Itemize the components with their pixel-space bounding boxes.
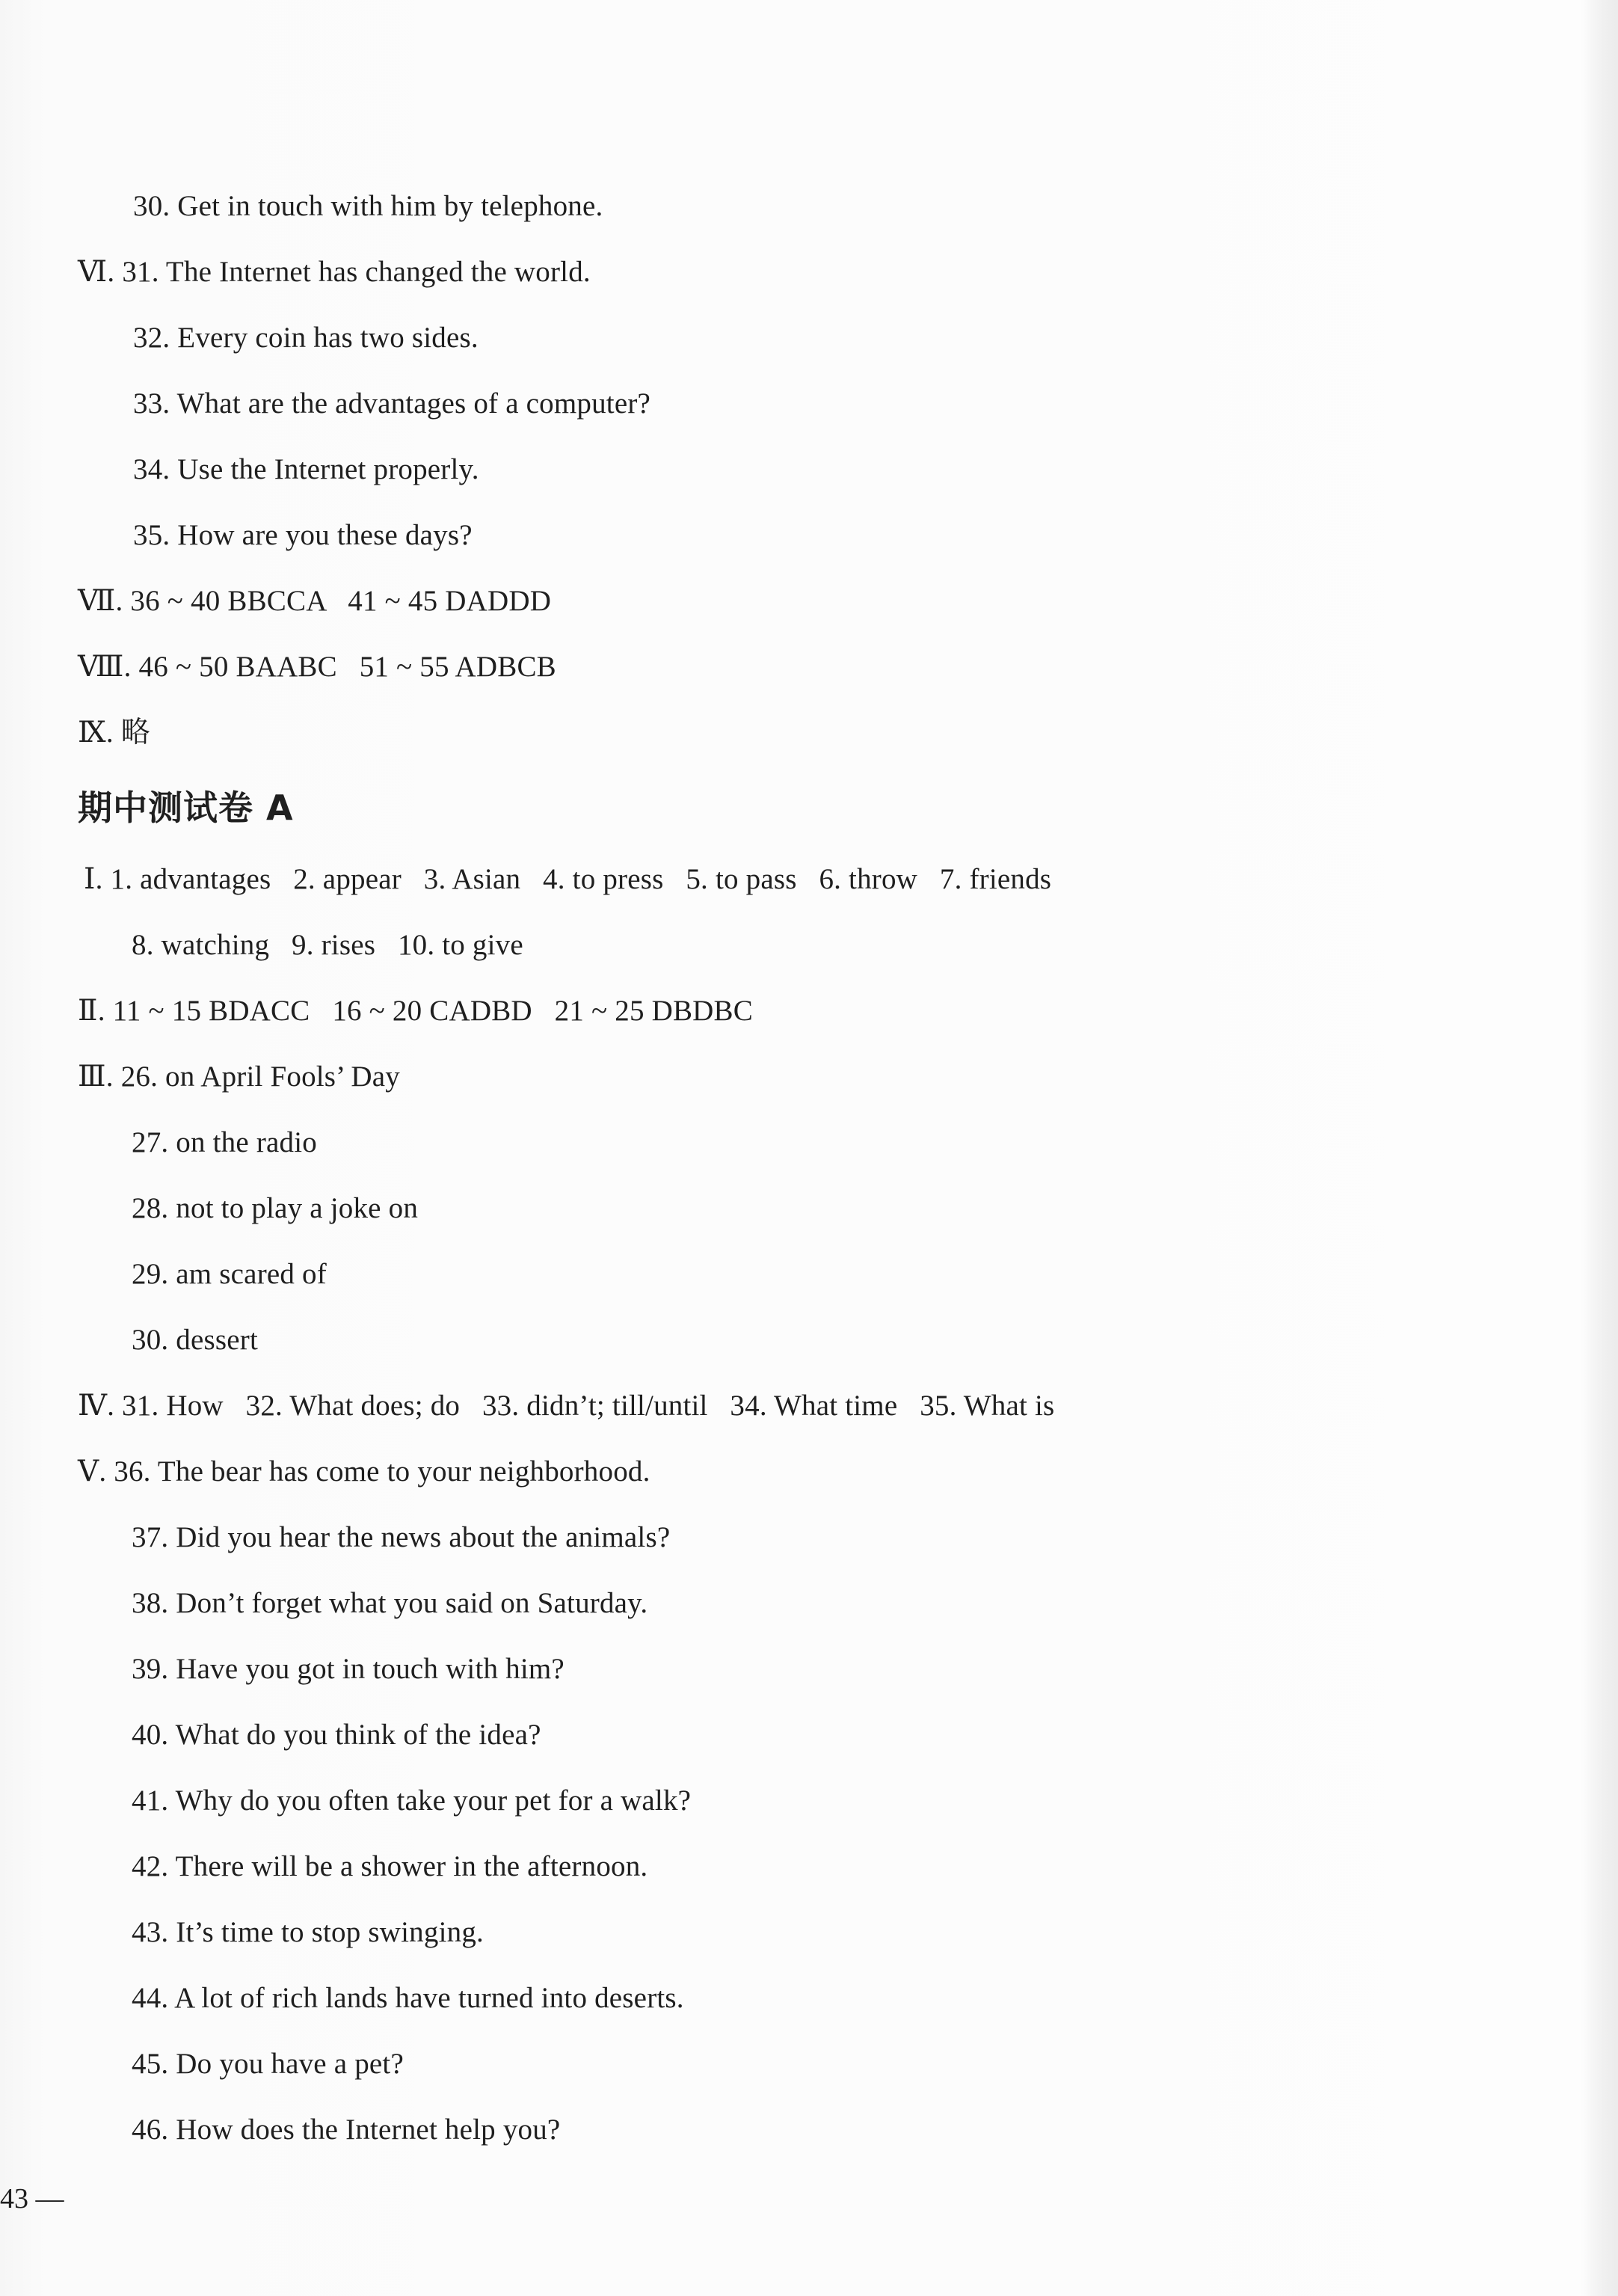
answer-line: 33. What are the advantages of a computer? (133, 387, 651, 420)
answer-line: 37. Did you hear the news about the animals? (132, 1521, 671, 1553)
answer-line: 43. It’s time to stop swinging. (132, 1916, 484, 1948)
page-number: 43 — (0, 2183, 64, 2214)
answer-line: 8. watching 9. rises 10. to give (132, 929, 523, 961)
answer-line: 41. Why do you often take your pet for a walk? (132, 1784, 692, 1817)
answer-line: 44. A lot of rich lands have turned into deserts. (132, 1982, 684, 2014)
answer-line: 27. on the radio (132, 1126, 317, 1158)
section-title: 期中测试卷 A (78, 788, 294, 828)
answer-line: Ⅱ. 11 ~ 15 BDACC 16 ~ 20 CADBD 21 ~ 25 DBDBC (78, 995, 753, 1027)
answer-line: 38. Don’t forget what you said on Saturday. (132, 1587, 648, 1619)
answer-line: Ⅲ. 26. on April Fools’ Day (78, 1060, 401, 1093)
answer-line: 39. Have you got in touch with him? (132, 1653, 565, 1685)
answer-line: Ⅸ. 略 (78, 716, 150, 749)
answer-line: Ⅷ. 46 ~ 50 BAABC 51 ~ 55 ADBCB (78, 651, 556, 683)
answer-line: 34. Use the Internet properly. (133, 453, 479, 485)
answer-line: 30. dessert (132, 1324, 258, 1356)
answer-line: Ⅶ. 36 ~ 40 BBCCA 41 ~ 45 DADDD (78, 585, 552, 617)
page-edge-shadow (1581, 0, 1618, 2296)
answer-line: 40. What do you think of the idea? (132, 1719, 541, 1751)
answer-line: 42. There will be a shower in the afternoon. (132, 1850, 648, 1882)
answer-line: 28. not to play a joke on (132, 1192, 419, 1224)
answer-line: 29. am scared of (132, 1258, 327, 1290)
answer-line: 30. Get in touch with him by telephone. (133, 190, 603, 222)
answer-line: 32. Every coin has two sides. (133, 322, 479, 354)
answer-line: Ⅴ. 36. The bear has come to your neighborhood. (78, 1455, 650, 1488)
answer-line: Ⅰ. 1. advantages 2. appear 3. Asian 4. to press 5. to pass 6. throw 7. friends (84, 863, 1052, 895)
answer-line: 46. How does the Internet help you? (132, 2114, 561, 2146)
answer-line: 45. Do you have a pet? (132, 2048, 404, 2080)
answer-line: Ⅵ. 31. The Internet has changed the world. (78, 256, 591, 288)
answer-line: Ⅳ. 31. How 32. What does; do 33. didn’t; till/until 34. What time 35. What is (78, 1390, 1055, 1422)
answer-line: 35. How are you these days? (133, 519, 473, 551)
